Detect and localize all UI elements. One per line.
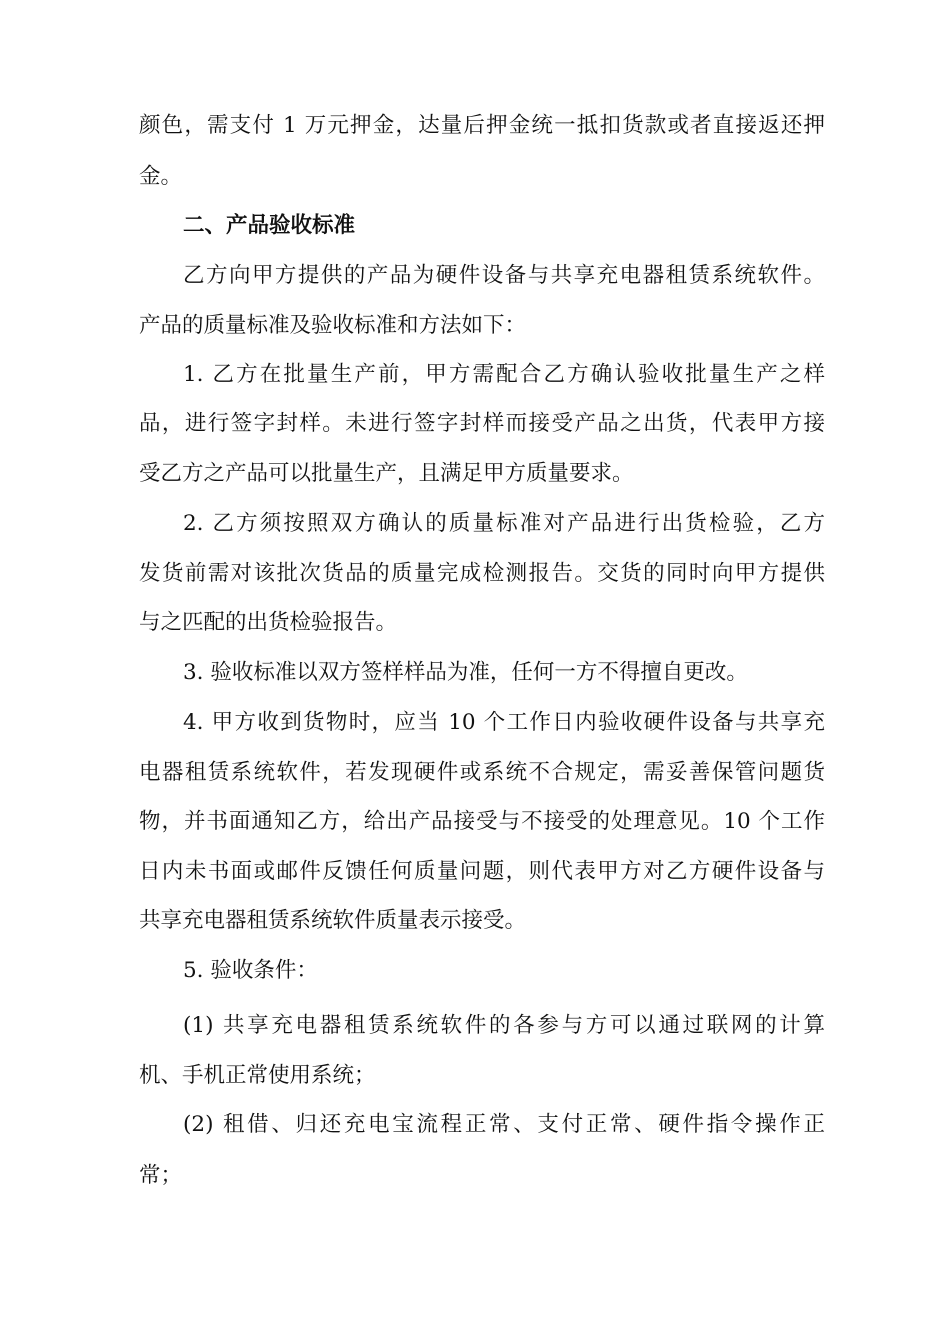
list-item-line: 1. 乙方在批量生产前，甲方需配合乙方确认验收批量生产之样 (183, 362, 825, 387)
paragraph-line: 与之匹配的出货检验报告。 (139, 610, 398, 635)
sub-item-line: (1) 共享充电器租赁系统软件的各参与方可以通过联网的计算 (183, 1013, 825, 1038)
paragraph-line: 日内未书面或邮件反馈任何质量问题，则代表甲方对乙方硬件设备与 (139, 859, 825, 884)
paragraph-line: 乙方向甲方提供的产品为硬件设备与共享充电器租赁系统软件。 (183, 263, 825, 288)
paragraph-line: 产品的质量标准及验收标准和方法如下： (139, 313, 527, 338)
section-heading: 二、产品验收标准 (183, 213, 356, 238)
paragraph-line: 受乙方之产品可以批量生产，且满足甲方质量要求。 (139, 461, 634, 486)
paragraph-line: 电器租赁系统软件，若发现硬件或系统不合规定，需妥善保管问题货 (139, 760, 825, 785)
paragraph-line: 品，进行签字封样。未进行签字封样而接受产品之出货，代表甲方接 (139, 411, 825, 436)
sub-item-line: (2) 租借、归还充电宝流程正常、支付正常、硬件指令操作正 (183, 1112, 825, 1137)
paragraph-line: 共享充电器租赁系统软件质量表示接受。 (139, 908, 527, 933)
paragraph-line: 发货前需对该批次货品的质量完成检测报告。交货的同时向甲方提供 (139, 561, 825, 586)
paragraph-line: 机、手机正常使用系统； (139, 1063, 376, 1088)
paragraph-line: 常； (139, 1163, 183, 1188)
list-item-line: 2. 乙方须按照双方确认的质量标准对产品进行出货检验，乙方 (183, 511, 825, 536)
list-item-line: 3. 验收标准以双方签样样品为准，任何一方不得擅自更改。 (183, 660, 748, 685)
list-item-line: 5. 验收条件： (183, 958, 318, 983)
paragraph-line: 颜色，需支付 1 万元押金，达量后押金统一抵扣货款或者直接返还押 (139, 113, 825, 138)
paragraph-line: 金。 (139, 164, 183, 189)
list-item-line: 4. 甲方收到货物时，应当 10 个工作日内验收硬件设备与共享充 (183, 710, 825, 735)
paragraph-line: 物，并书面通知乙方，给出产品接受与不接受的处理意见。10 个工作 (139, 809, 825, 834)
